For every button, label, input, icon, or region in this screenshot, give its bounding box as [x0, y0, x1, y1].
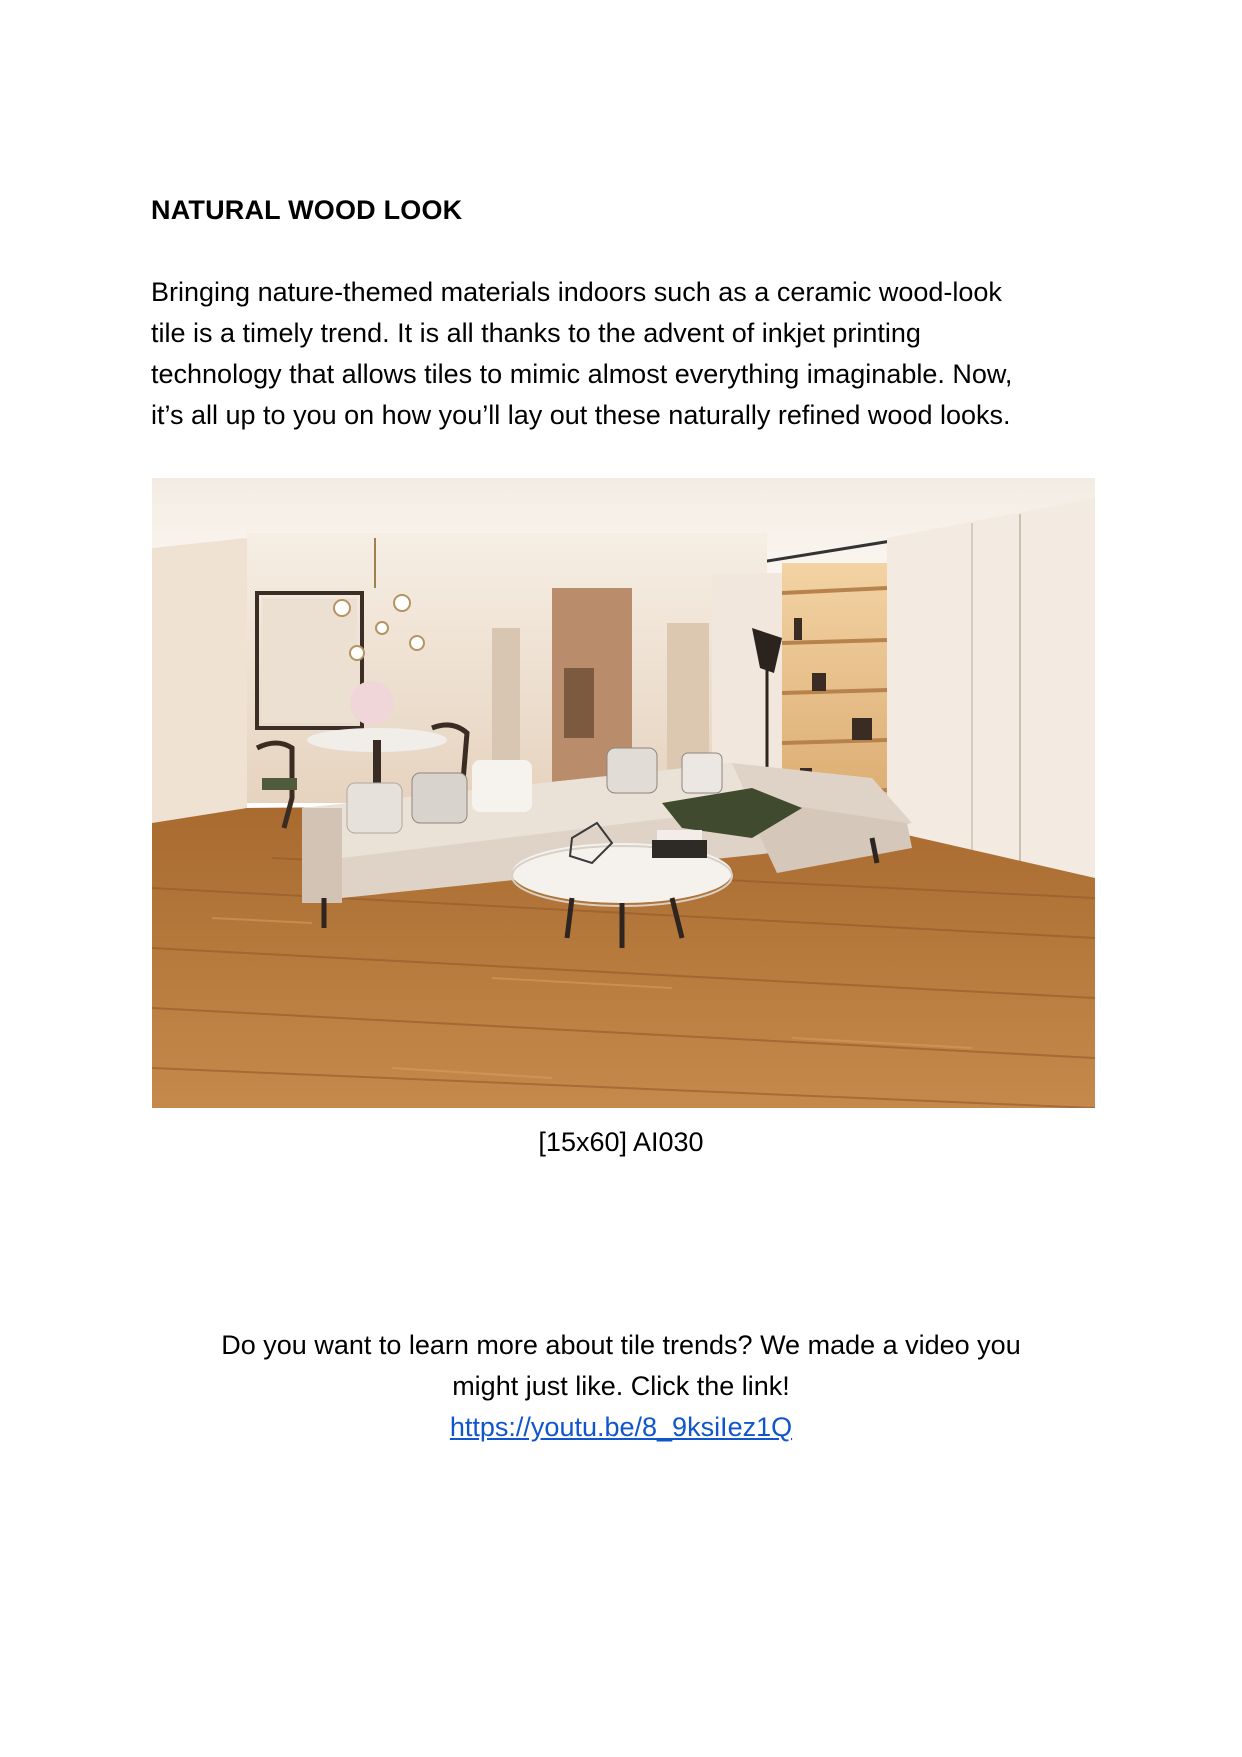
paragraph-line: it’s all up to you on how you’ll lay out these naturally refined wood looks. — [151, 400, 1011, 430]
paragraph-line: Bringing nature-themed materials indoors such as a ceramic wood-look — [151, 277, 1002, 307]
section-heading: NATURAL WOOD LOOK — [151, 195, 463, 225]
cta-link-wrapper — [0, 1407, 1242, 1448]
paragraph-line: technology that allows tiles to mimic almost everything imaginable. Now, — [151, 359, 1013, 389]
cta-line: Do you want to learn more about tile trends? We made a video you — [221, 1330, 1021, 1360]
paragraph-line: tile is a timely trend. It is all thanks to the advent of inkjet printing — [151, 318, 921, 348]
youtube-link[interactable]: https://youtu.be/8_9ksiIez1Q — [449, 1412, 793, 1442]
video-cta — [0, 1325, 1242, 1448]
living-room-photo — [152, 478, 1095, 1108]
cta-line: might just like. Click the link! — [452, 1371, 790, 1401]
intro-paragraph — [151, 272, 1111, 436]
image-caption: [15x60] AI030 — [538, 1127, 704, 1157]
